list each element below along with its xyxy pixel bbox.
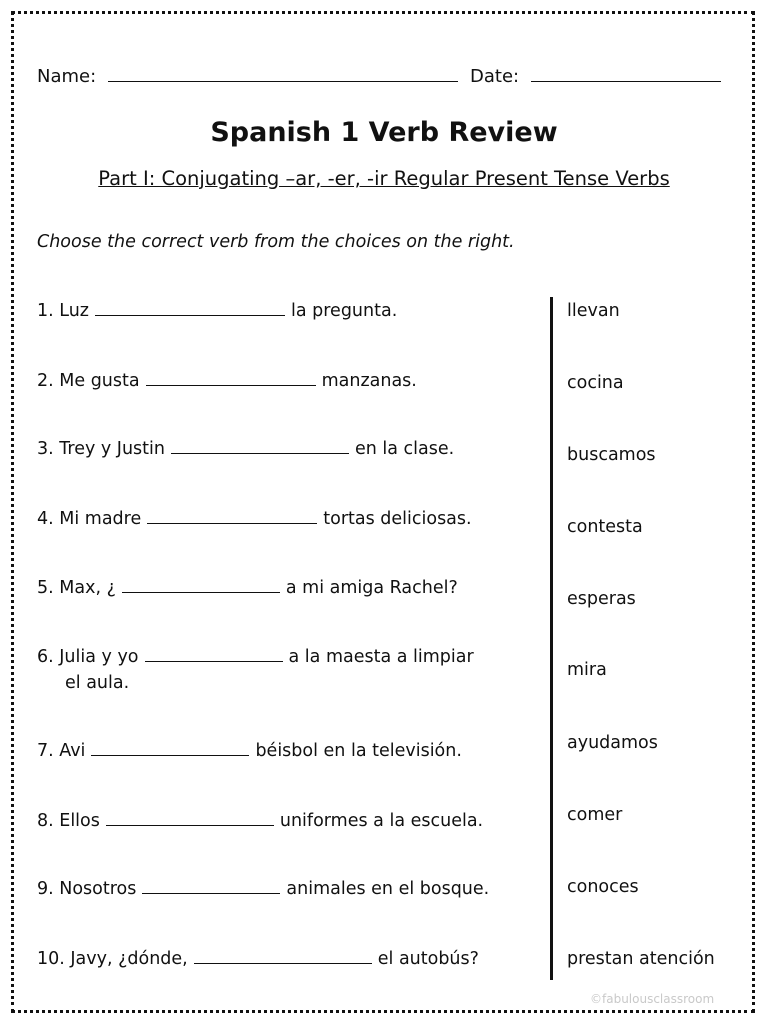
choice-item: cocina xyxy=(567,373,624,393)
question-prefix: 1. Luz xyxy=(37,301,89,321)
part-subtitle: Part I: Conjugating –ar, -er, -ir Regular Present Tense Verbs xyxy=(98,167,670,190)
question-3 xyxy=(37,439,454,459)
choice-item: llevan xyxy=(567,301,620,321)
choice-item: buscamos xyxy=(567,445,656,465)
date-field xyxy=(470,66,721,87)
question-suffix: béisbol en la televisión. xyxy=(255,741,462,761)
choice-item: prestan atención xyxy=(567,949,715,969)
answer-blank[interactable] xyxy=(146,385,316,386)
question-prefix: 7. Avi xyxy=(37,741,86,761)
choice-item: conoces xyxy=(567,877,639,897)
answer-blank[interactable] xyxy=(106,825,274,826)
answer-blank[interactable] xyxy=(91,755,249,756)
question-suffix: en la clase. xyxy=(354,439,455,459)
answer-blank[interactable] xyxy=(145,661,283,662)
column-divider xyxy=(550,297,553,980)
question-suffix: tortas deliciosas. xyxy=(323,509,472,529)
question-prefix: 5. Max, ¿ xyxy=(37,578,116,598)
question-7 xyxy=(37,741,462,761)
date-blank[interactable] xyxy=(531,81,721,82)
question-prefix: 3. Trey y Justin xyxy=(37,439,165,459)
question-suffix: el autobús? xyxy=(377,949,479,969)
question-suffix: a mi amiga Rachel? xyxy=(285,578,458,598)
question-prefix: 8. Ellos xyxy=(37,811,100,831)
question-prefix: 6. Julia y yo xyxy=(37,647,139,667)
question-prefix: 2. Me gusta xyxy=(37,371,140,391)
choice-item: mira xyxy=(567,660,607,680)
question-8 xyxy=(37,811,483,831)
question-prefix: 9. Nosotros xyxy=(37,879,137,899)
question-1 xyxy=(37,301,397,321)
choice-item: ayudamos xyxy=(567,733,658,753)
question-10 xyxy=(37,949,479,969)
name-blank[interactable] xyxy=(108,81,458,82)
question-6-continuation: el aula. xyxy=(65,673,130,693)
date-label: Date: xyxy=(470,66,520,87)
answer-blank[interactable] xyxy=(142,893,280,894)
answer-blank[interactable] xyxy=(95,315,285,316)
page-title: Spanish 1 Verb Review xyxy=(210,117,558,148)
question-suffix: animales en el bosque. xyxy=(286,879,490,899)
answer-blank[interactable] xyxy=(122,592,280,593)
question-4 xyxy=(37,509,472,529)
question-suffix: manzanas. xyxy=(321,371,417,391)
instructions: Choose the correct verb from the choices on the right. xyxy=(37,232,515,252)
question-suffix: uniformes a la escuela. xyxy=(279,811,484,831)
question-prefix: 10. Javy, ¿dónde, xyxy=(37,949,188,969)
watermark: ©fabulousclassroom xyxy=(590,992,715,1006)
question-9 xyxy=(37,879,489,899)
choice-item: esperas xyxy=(567,589,636,609)
question-suffix: la pregunta. xyxy=(290,301,398,321)
question-2 xyxy=(37,371,417,391)
name-label: Name: xyxy=(37,66,97,87)
answer-blank[interactable] xyxy=(171,453,349,454)
question-5 xyxy=(37,578,458,598)
answer-blank[interactable] xyxy=(194,963,372,964)
question-suffix: a la maesta a limpiar xyxy=(288,647,474,667)
answer-blank[interactable] xyxy=(147,523,317,524)
question-prefix: 4. Mi madre xyxy=(37,509,142,529)
question-6 xyxy=(37,647,474,667)
name-field xyxy=(37,66,458,87)
choice-item: comer xyxy=(567,805,623,825)
choice-item: contesta xyxy=(567,517,643,537)
